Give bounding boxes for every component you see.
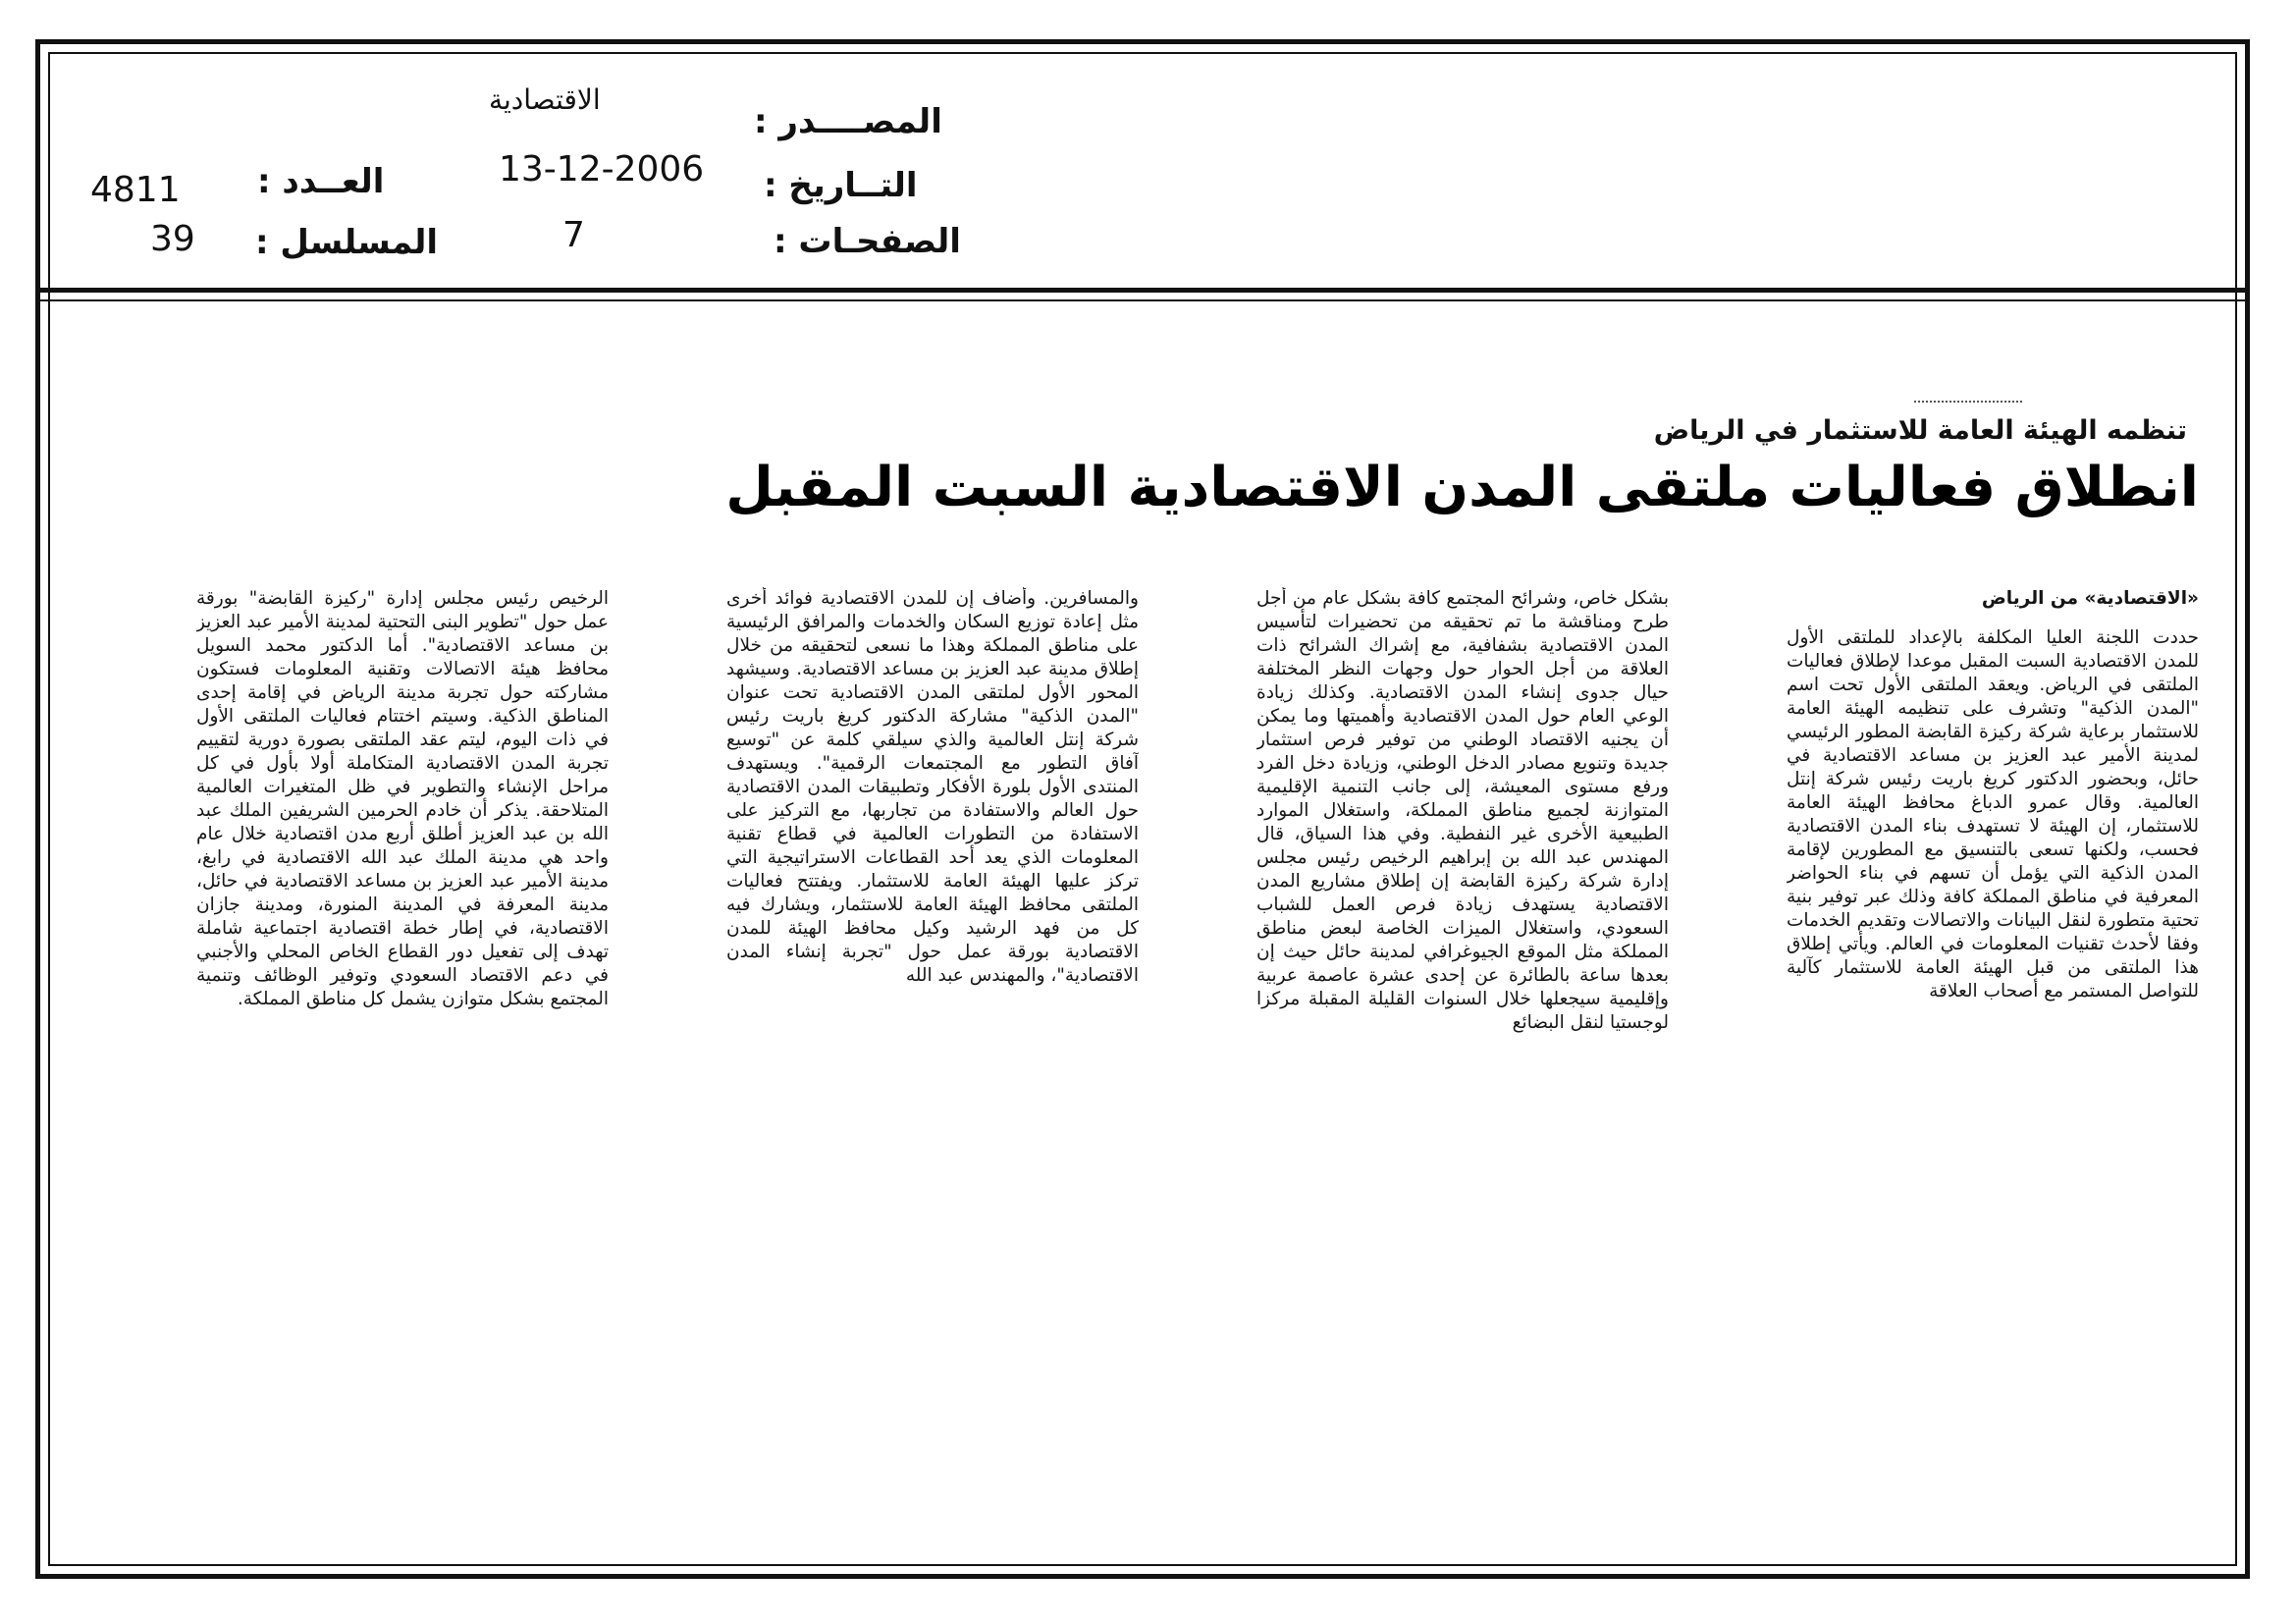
column-text: الرخيص رئيس مجلس إدارة "ركيزة القابضة" بورقة عمل حول "تطوير البنى التحتية لمدينة الأمير عبد العزيز بن مساعد الاقتصادية". أما الدكتور محمد السويل محافظ هيئة الاتصالات وتقنية المعلومات فستكون مشاركته حول تجربة مدينة الرياض في إقامة إحدى المناطق الذكية. وسيتم اختتام فعاليات الملتقى الأول في ذات اليوم، ليتم عقد الملتقى بصورة دورية لتقييم تجربة المدن الاقتصادية المتكاملة أولا بأول في كل مراحل الإنشاء والتطوير في ظل المتغيرات العالمية المتلاحقة. يذكر أن خادم الحرمين الشريفين الملك عبد الله بن عبد العزيز أطلق أربع مدن اقتصادية خلال عام واحد هي مدينة الملك عبد الله الاقتصادية في رابغ، مدينة الأمير عبد العزيز بن مساعد الاقتصادية في حائل، مدينة المعرفة في المدينة المنورة، ومدينة جازان الاقتصادية، في إطار خطة اقتصادية اجتماعية شاملة تهدف إلى تفعيل دور القطاع الخاص المحلي والأجنبي في دعم الاقتصاد السعودي وتوفير الوظائف وتنمية المجتمع بشكل متوازن يشمل كل مناطق المملكة. (196, 588, 609, 1009)
column-text: بشكل خاص، وشرائح المجتمع كافة بشكل عام من أجل طرح ومناقشة ما تم تحقيقه من تحضيرات لتأسيس المدن الاقتصادية بشفافية، مع إشراك الشرائح ذات العلاقة من أجل الحوار حول وجهات النظر المختلفة حيال جدوى إنشاء المدن الاقتصادية. وكذلك زيادة الوعي العام حول المدن الاقتصادية وأهميتها وما يمكن أن يجنيه الاقتصاد الوطني من توفير فرص استثمار جديدة وتنويع مصادر الدخل الوطني، وزيادة دخل الفرد ورفع مستوى المعيشة، إلى جانب التنمية الإقليمية المتوازنة لجميع مناطق المملكة، واستغلال الموارد الطبيعية الأخرى غير النفطية. وفي هذا السياق، قال المهندس عبد الله بن إبراهيم الرخيص رئيس مجلس إدارة شركة ركيزة القابضة إن إطلاق مشاريع المدن الاقتصادية يستهدف زيادة فرص العمل للشباب السعودي، واستغلال الميزات الخاصة لبعض مناطق المملكة مثل الموقع الجيوغرافي لمدينة حائل حيث إن بعدها ساعة بالطائرة عن إحدى عشرة عاصمة عربية وإقليمية سيجعلها خلال السنوات القليلة المقبلة مركزا لوجستيا لنقل البضائع (1256, 588, 1669, 1033)
column-text: والمسافرين. وأضاف إن للمدن الاقتصادية فوائد أخرى مثل إعادة توزيع السكان والخدمات والمرافق الرئيسية على مناطق المملكة وهذا ما نسعى لتحقيقه من خلال إطلاق مدينة عبد العزيز بن مساعد الاقتصادية. وسيشهد المحور الأول لملتقى المدن الاقتصادية تحت عنوان "المدن الذكية" مشاركة الدكتور كريغ باريت رئيس شركة إنتل العالمية والذي سيلقي كلمة عن "توسيع آفاق التطور مع المجتمعات الرقمية". ويستهدف المنتدى الأول بلورة الأفكار وتطبيقات المدن الاقتصادية حول العالم والاستفادة من تجاربها، مع التركيز على الاستفادة من التطورات العالمية في قطاع تقنية المعلومات الذي يعد أحد القطاعات الاستراتيجية التي تركز عليها الهيئة العامة للاستثمار. ويفتتح فعاليات الملتقى محافظ الهيئة العامة للاستثمار، ويشارك فيه كل من فهد الرشيد وكيل محافظ الهيئة للمدن الاقتصادية بورقة عمل حول "تجربة إنشاء المدن الاقتصادية"، والمهندس عبد الله (726, 588, 1139, 986)
date-label: التــاريخ : (764, 166, 918, 205)
article (108, 393, 2209, 1375)
header-divider (40, 288, 2245, 293)
source-label: المصــــدر : (754, 102, 942, 141)
article-column-2 (1256, 587, 1669, 1137)
clipping-dots (1914, 401, 2022, 403)
article-column-4 (196, 587, 609, 1137)
article-column-3 (726, 587, 1139, 1137)
header-divider-thin (40, 299, 2245, 301)
column-text: حددت اللجنة العليا المكلفة بالإعداد للملتقى الأول للمدن الاقتصادية السبت المقبل موعدا لإطلاق فعاليات الملتقى في الرياض. ويعقد الملتقى الأول تحت اسم "المدن الذكية" وتشرف على تنظيمه الهيئة العامة للاستثمار برعاية شركة ركيزة القابضة المطور الرئيسي لمدينة الأمير عبد العزيز بن مساعد الاقتصادية في حائل، وبحضور الدكتور كريغ باريت رئيس شركة إنتل العالمية. وقال عمرو الدباغ محافظ الهيئة العامة للاستثمار، إن الهيئة لا تستهدف بناء المدن الاقتصادية فحسب، ولكنها تسعى بالتنسيق مع المطورين لإقامة المدن الذكية التي يؤمل أن تسهم في بناء الحواضر المعرفية في مناطق المملكة كافة وذلك عبر توفير بنية تحتية متطورة لنقل البيانات والاتصالات وتقديم الخدمات وفقا لأحدث تقنيات المعلومات في العالم. ويأتي إطلاق هذا الملتقى من قبل الهيئة العامة للاستثمار كآلية للتواصل المستمر مع أصحاب العلاقة (1787, 627, 2199, 1001)
source-value: الاقتصادية (489, 83, 601, 116)
pages-label: الصفحـات : (774, 222, 961, 261)
serial-value: 39 (150, 219, 195, 259)
article-dateline: «الاقتصادية» من الرياض (1981, 588, 2199, 609)
article-kicker: تنظمه الهيئة العامة للاستثمار في الرياض (1653, 415, 2187, 446)
date-value: 13-12-2006 (499, 149, 705, 189)
issue-value: 4811 (90, 170, 181, 210)
serial-label: المسلسل : (255, 223, 439, 262)
article-headline: انطلاق فعاليات ملتقى المدن الاقتصادية السبت المقبل (725, 456, 2199, 519)
article-column-1 (1787, 587, 2199, 1137)
pages-value: 7 (562, 215, 585, 255)
issue-label: العــدد : (257, 162, 385, 201)
